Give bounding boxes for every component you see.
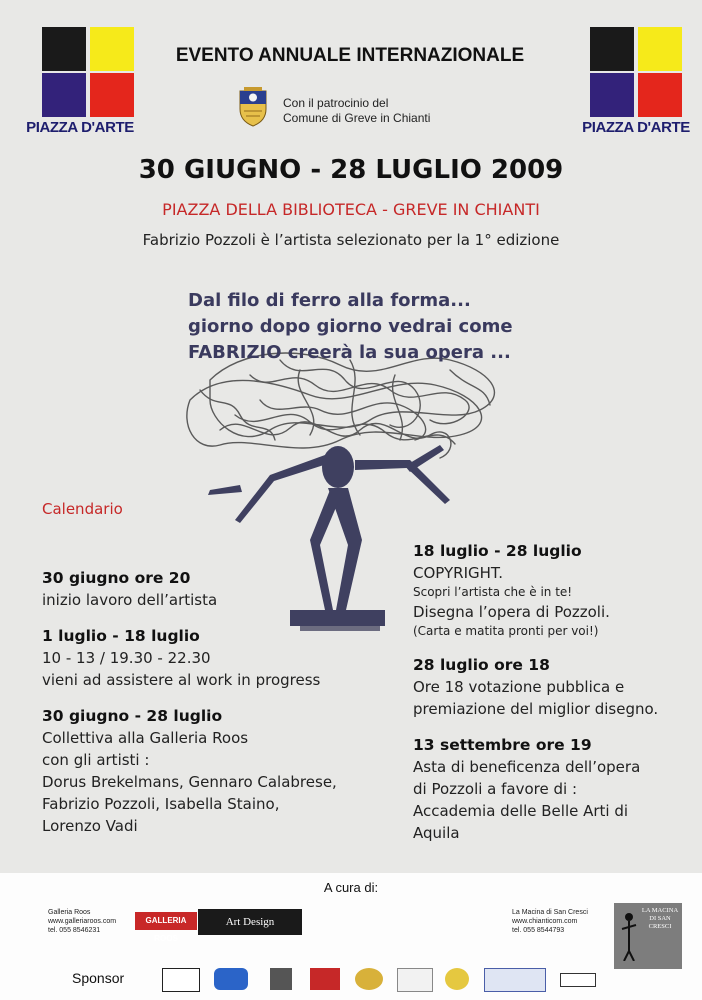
event-line: Lorenzo Vadi xyxy=(42,817,138,835)
galleria-contact xyxy=(48,908,116,935)
figure-icon xyxy=(620,911,638,961)
macina-name: La Macina di San Cresci xyxy=(512,909,588,916)
calendar-event xyxy=(42,706,392,837)
art-design-logo: Art Design xyxy=(198,909,302,935)
galleria-web: www.galleriaroos.com xyxy=(48,918,117,925)
patronage-line: Con il patrocinio del xyxy=(283,96,389,110)
calendar-event xyxy=(413,655,702,720)
macina-contact xyxy=(512,908,588,935)
sponsor-logo-4 xyxy=(310,968,340,990)
footer xyxy=(0,873,702,1000)
calendar-event xyxy=(42,626,392,691)
galleria-roos-logo: GALLERIA ROOS xyxy=(135,912,197,930)
sponsor-logo-2 xyxy=(214,968,248,990)
header-title: EVENTO ANNUALE INTERNAZIONALE xyxy=(175,45,525,66)
calendar-event xyxy=(42,568,392,611)
patronage-line: Comune di Greve in Chianti xyxy=(283,111,431,125)
calendar-event xyxy=(413,735,702,844)
sponsor-logo-1 xyxy=(162,968,200,992)
event-date: 30 giugno ore 20 xyxy=(42,569,191,587)
piazza-darte-logo-left xyxy=(26,27,134,139)
event-line: Aquila xyxy=(413,824,460,842)
event-date: 30 giugno - 28 luglio xyxy=(42,707,223,725)
sponsor-logo-5 xyxy=(355,968,383,990)
tagline-line: FABRIZIO creerà la sua opera ... xyxy=(188,342,511,363)
event-line-small: (Carta e matita pronti per voi!) xyxy=(413,624,599,638)
event-date: 13 settembre ore 19 xyxy=(413,736,592,754)
event-line: Collettiva alla Galleria Roos xyxy=(42,729,249,747)
sponsor-logo-7 xyxy=(445,968,469,990)
sponsor-logo-8 xyxy=(484,968,546,992)
calendar-label: Calendario xyxy=(42,500,123,518)
event-date: 1 luglio - 18 luglio xyxy=(42,627,200,645)
comune-crest-icon xyxy=(238,87,268,127)
acura-label: A cura di: xyxy=(323,880,379,895)
event-venue: PIAZZA DELLA BIBLIOTECA - GREVE IN CHIANTI xyxy=(162,200,540,219)
patronage-text xyxy=(283,96,430,126)
macina-tel: tel. 055 8544793 xyxy=(512,927,565,934)
event-line: inizio lavoro dell’artista xyxy=(42,591,218,609)
event-line: con gli artisti : xyxy=(42,751,150,769)
calendar-event xyxy=(413,541,702,640)
sponsor-label: Sponsor xyxy=(72,970,125,986)
macina-web: www.chianticom.com xyxy=(512,918,578,925)
calendar-left-column xyxy=(42,568,392,852)
sponsor-logo-3 xyxy=(270,968,292,990)
event-line-small: Scopri l’artista che è in te! xyxy=(413,585,573,599)
calendar-right-column xyxy=(413,541,702,859)
event-line: premiazione del miglior disegno. xyxy=(413,700,659,718)
macina-logo-text: LA MACINA DI SAN CRESCI xyxy=(641,907,679,930)
event-line: Asta di beneficenza dell’opera xyxy=(413,758,641,776)
event-line: Fabrizio Pozzoli, Isabella Staino, xyxy=(42,795,280,813)
tagline-line: giorno dopo giorno vedrai come xyxy=(188,316,513,337)
sponsor-logo-9 xyxy=(560,973,596,987)
event-line: Accademia delle Belle Arti di xyxy=(413,802,629,820)
event-line: 10 - 13 / 19.30 - 22.30 xyxy=(42,649,211,667)
galleria-name: Galleria Roos xyxy=(48,909,91,916)
event-line: COPYRIGHT. xyxy=(413,564,504,582)
event-line: Dorus Brekelmans, Gennaro Calabrese, xyxy=(42,773,337,791)
tagline xyxy=(188,288,513,366)
event-line: Disegna l’opera di Pozzoli. xyxy=(413,603,610,621)
event-date: 28 luglio ore 18 xyxy=(413,656,550,674)
event-dates: 30 GIUGNO - 28 LUGLIO 2009 xyxy=(138,155,564,185)
piazza-darte-logo-right xyxy=(582,27,690,139)
event-line: di Pozzoli a favore di : xyxy=(413,780,578,798)
macina-logo xyxy=(614,903,682,969)
event-line: Ore 18 votazione pubblica e xyxy=(413,678,625,696)
logo-label: PIAZZA D'ARTE xyxy=(26,117,134,139)
galleria-tel: tel. 055 8546231 xyxy=(48,927,101,934)
sponsor-logo-6 xyxy=(397,968,433,992)
logo-label: PIAZZA D'ARTE xyxy=(582,117,690,139)
event-date: 18 luglio - 28 luglio xyxy=(413,542,582,560)
tagline-line: Dal filo di ferro alla forma... xyxy=(188,290,471,311)
artist-line: Fabrizio Pozzoli è l’artista selezionato per la 1° edizione xyxy=(142,231,560,249)
event-line: vieni ad assistere al work in progress xyxy=(42,671,321,689)
